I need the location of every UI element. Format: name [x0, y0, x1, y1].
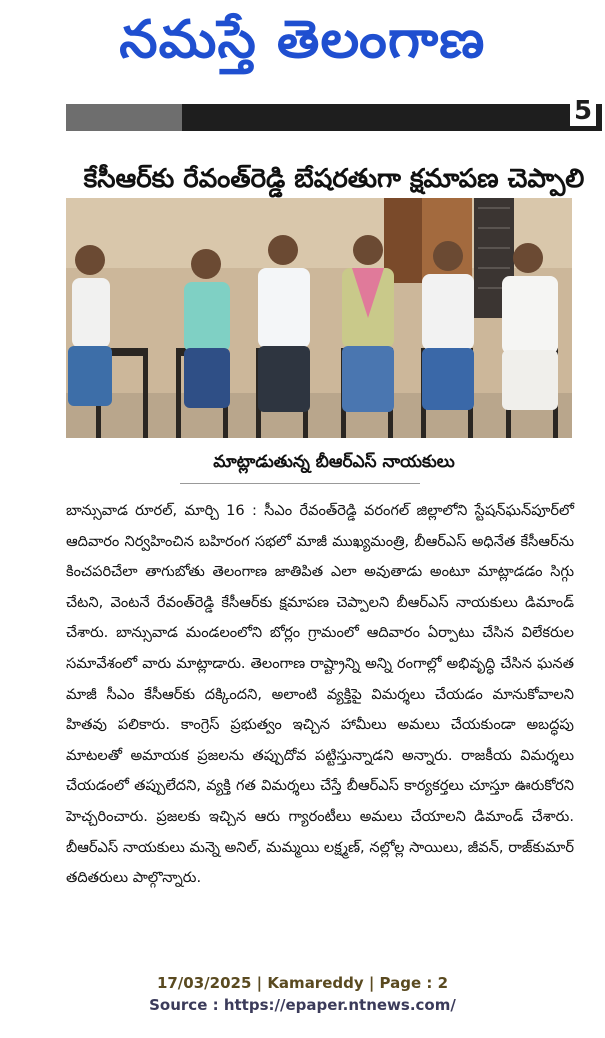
section-bar-light [66, 104, 182, 131]
footer [0, 972, 605, 1016]
footer-date-edition: 17/03/2025 | Kamareddy | Page : 2 [156, 974, 449, 992]
newspaper-logo: నమస్తే తెలంగాణ [119, 9, 486, 70]
section-bar [66, 96, 602, 131]
group-photo-illustration [66, 198, 572, 438]
section-bar-dark [182, 96, 602, 131]
page-marker-icon: 5 [570, 96, 596, 126]
news-photo [66, 198, 572, 438]
photo-caption: మాట్లాడుతున్న బీఆర్‌ఎస్ నాయకులు [213, 452, 455, 472]
footer-source: Source : https://epaper.ntnews.com/ [149, 996, 456, 1014]
masthead [0, 0, 605, 92]
article-body: బాన్సువాడ రూరల్, మార్చి 16 : సీఎం రేవంత్‌రెడ్డి వరంగల్ జిల్లాలోని స్టేషన్‌ఘన్‌పూర్‌లో ఆదివారం నిర్వహించిన బహిరంగ సభలో మాజీ ముఖ్యమంత్రి, బీఆర్‌ఎస్ అధినేత కేసీఆర్‌ను కించపరిచేలా తాగుబోతు తెలంగాణ జాతిపిత ఎలా అవుతాడు అంటూ మాట్లాడడం సిగ్గు చేటని, వెంటనే రేవంత్‌రెడ్డి కేసీఆర్‌కు క్షమాపణ చెప్పాలని బీఆర్‌ఎస్ నాయకులు డిమాండ్ చేశారు. బాన్సువాడ మండలంలోని బోర్లం గ్రామంలో ఆదివారం ఏర్పాటు చేసిన విలేకరుల సమావేశంలో వారు మాట్లాడారు. తెలంగాణ రాష్ట్రాన్ని అన్ని రంగాల్లో అభివృద్ధి చేసిన ఘనత మాజీ సీఎం కేసీఆర్‌కు దక్కిందని, అలాంటి వ్యక్తిపై విమర్శలు చేయడం మానుకోవాలని హితవు పలికారు. కాంగ్రెస్ ప్రభుత్వం ఇచ్చిన హామీలు అమలు చేయకుండా అబద్ధపు మాటలతో అమాయక ప్రజలను తప్పుదోవ పట్టిస్తున్నాడని అన్నారు. రాజకీయ విమర్శలు చేయడంలో తప్పులేదని, వ్యక్తి గత విమర్శలు చేస్తే బీఆర్‌ఎస్ కార్యకర్తలు చూస్తూ ఊరుకోరని హెచ్చరించారు. ప్రజలకు ఇచ్చిన ఆరు గ్యారంటీలు అమలు చేయాలని డిమాండ్ చేశారు. బీఆర్‌ఎస్ నాయకులు మన్నె అనిల్, మమ్మయి లక్ష్మణ్, నల్లోల్ల సాయిలు, జీవన్, రాజ్‌కుమార్ తదితరులు పాల్గొన్నారు. [66, 502, 574, 887]
caption-divider [180, 483, 420, 484]
article-headline: కేసీఆర్‌కు రేవంత్‌రెడ్డి బేషరతుగా క్షమాపణ చెప్పాలి [83, 164, 585, 195]
